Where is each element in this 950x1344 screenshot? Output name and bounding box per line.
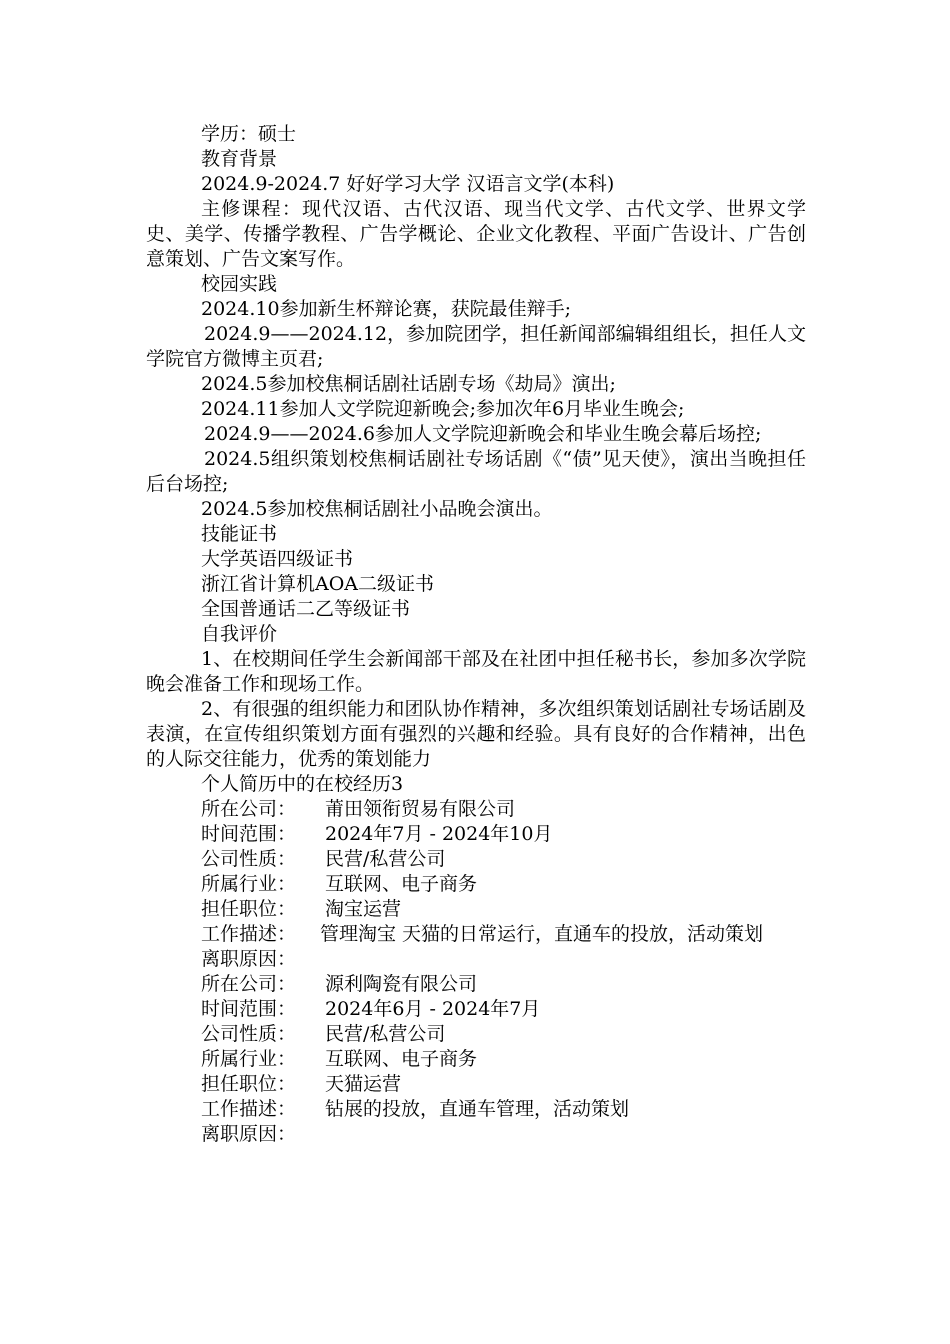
job-position-row <box>146 897 806 922</box>
campus-heading: 校园实践 <box>201 273 278 295</box>
job-industry-row <box>146 1047 806 1072</box>
field-label: 公司性质： <box>201 848 297 870</box>
document-page <box>146 122 806 1147</box>
field-label: 所在公司： <box>201 798 297 820</box>
job-leave-row <box>146 1122 806 1147</box>
education-heading: 教育背景 <box>201 148 278 170</box>
job-desc-row <box>146 1097 806 1122</box>
field-label: 时间范围： <box>201 823 297 845</box>
field-value: 互联网、电子商务 <box>325 873 478 895</box>
campus-item: 2024.5参加校焦桐话剧社话剧专场《劫局》演出; <box>201 373 616 395</box>
skill-item: 浙江省计算机AOA二级证书 <box>201 573 435 595</box>
job-position-row <box>146 1072 806 1097</box>
field-value: 民营/私营公司 <box>325 1023 446 1045</box>
field-value: 2024年7月 - 2024年10月 <box>325 823 553 845</box>
self-eval-heading: 自我评价 <box>201 623 278 645</box>
job-nature-row <box>146 847 806 872</box>
skill-item: 全国普通话二乙等级证书 <box>201 598 411 620</box>
job-period-row <box>146 822 806 847</box>
job-nature-row <box>146 1022 806 1047</box>
field-value: 天猫运营 <box>325 1073 402 1095</box>
field-label: 离职原因： <box>201 948 297 970</box>
field-label: 担任职位： <box>201 898 297 920</box>
experience-heading: 个人简历中的在校经历3 <box>201 773 404 795</box>
campus-item: 2024.9——2024.6参加人文学院迎新晚会和毕业生晚会幕后场控; <box>204 423 762 445</box>
self-eval-item: 1、在校期间任学生会新闻部干部及在社团中担任秘书长，参加多次学院晚会准备工作和现场工作。 <box>146 648 806 695</box>
job-period-row <box>146 997 806 1022</box>
field-label: 离职原因： <box>201 1123 297 1145</box>
field-label: 所属行业： <box>201 1048 297 1070</box>
field-value: 民营/私营公司 <box>325 848 446 870</box>
field-value: 互联网、电子商务 <box>325 1048 478 1070</box>
field-label: 工作描述： <box>201 1098 297 1120</box>
education-entry: 2024.9-2024.7 好好学习大学 汉语言文学(本科) <box>201 173 615 195</box>
field-label: 所属行业： <box>201 873 297 895</box>
job-company-row <box>146 797 806 822</box>
field-label: 时间范围： <box>201 998 297 1020</box>
field-value: 淘宝运营 <box>325 898 402 920</box>
courses-paragraph: 主修课程：现代汉语、古代汉语、现当代文学、古代文学、世界文学史、美学、传播学教程、广告学概论、企业文化教程、平面广告设计、广告创意策划、广告文案写作。 <box>146 198 806 270</box>
field-label: 担任职位： <box>201 1073 297 1095</box>
field-value: 管理淘宝 天猫的日常运行，直通车的投放，活动策划 <box>320 923 764 945</box>
campus-item: 2024.5参加校焦桐话剧社小品晚会演出。 <box>201 498 553 520</box>
job-company-row <box>146 972 806 997</box>
field-value: 莆田领衔贸易有限公司 <box>325 798 516 820</box>
field-value: 源利陶瓷有限公司 <box>325 973 478 995</box>
job-desc-row <box>146 922 806 947</box>
campus-item: 2024.11参加人文学院迎新晚会;参加次年6月毕业生晚会; <box>201 398 685 420</box>
field-value: 钻展的投放，直通车管理，活动策划 <box>325 1098 630 1120</box>
campus-item: 2024.9——2024.12，参加院团学，担任新闻部编辑组组长，担任人文学院官方微博主页君; <box>146 323 806 370</box>
degree-line: 学历：硕士 <box>201 123 297 145</box>
field-label: 公司性质： <box>201 1023 297 1045</box>
field-value: 2024年6月 - 2024年7月 <box>325 998 541 1020</box>
job-leave-row <box>146 947 806 972</box>
campus-item: 2024.10参加新生杯辩论赛，获院最佳辩手; <box>201 298 571 320</box>
job-industry-row <box>146 872 806 897</box>
field-label: 所在公司： <box>201 973 297 995</box>
skills-heading: 技能证书 <box>201 523 278 545</box>
skill-item: 大学英语四级证书 <box>201 548 354 570</box>
campus-item: 2024.5组织策划校焦桐话剧社专场话剧《“债”见天使》，演出当晚担任后台场控; <box>146 448 806 495</box>
self-eval-item: 2、有很强的组织能力和团队协作精神，多次组织策划话剧社专场话剧及表演，在宣传组织策划方面有强烈的兴趣和经验。具有良好的合作精神，出色的人际交往能力，优秀的策划能力 <box>146 698 806 770</box>
field-label: 工作描述： <box>201 923 297 945</box>
